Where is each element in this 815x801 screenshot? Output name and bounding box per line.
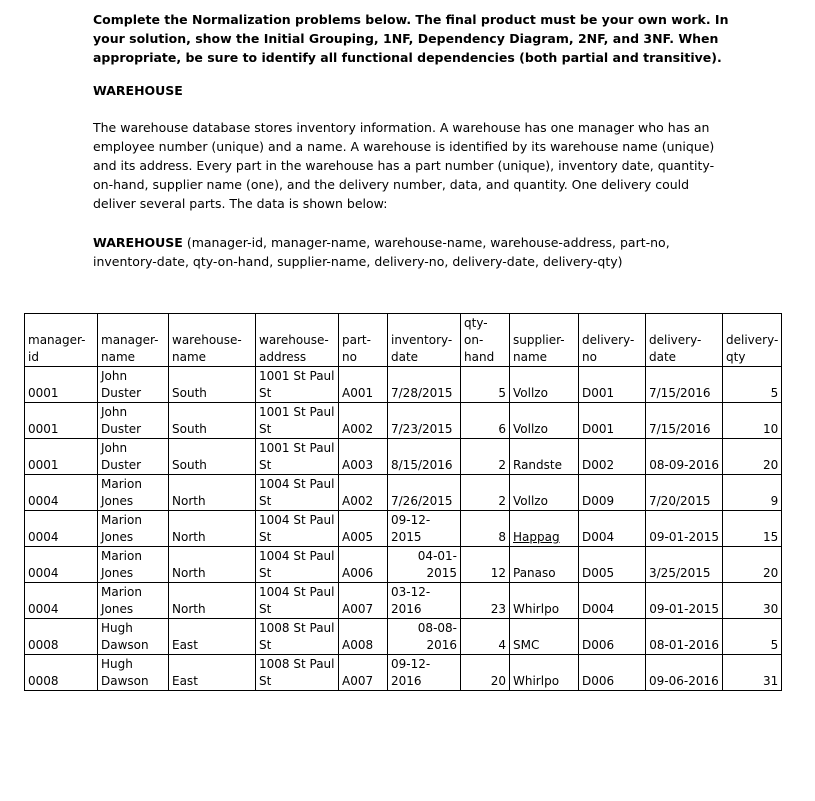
cell-warehouse-name: South xyxy=(169,367,256,403)
cell-delivery-date: 08-01-2016 xyxy=(646,619,723,655)
header-part-no: part-no xyxy=(339,314,388,367)
header-warehouse-address: warehouse-address xyxy=(256,314,339,367)
cell-warehouse-name: South xyxy=(169,403,256,439)
table-row xyxy=(25,439,782,475)
cell-delivery-no: D005 xyxy=(579,547,646,583)
cell-delivery-qty: 30 xyxy=(723,583,782,619)
table-row xyxy=(25,583,782,619)
cell-qty-on-hand: 2 xyxy=(461,475,510,511)
cell-delivery-date: 7/15/2016 xyxy=(646,403,723,439)
cell-delivery-date: 7/15/2016 xyxy=(646,367,723,403)
cell-delivery-date: 09-01-2015 xyxy=(646,583,723,619)
schema-name: WAREHOUSE xyxy=(93,235,183,250)
cell-warehouse-address: 1001 St Paul St xyxy=(256,367,339,403)
cell-part-no: A001 xyxy=(339,367,388,403)
cell-manager-name: Marion Jones xyxy=(98,475,169,511)
cell-delivery-qty: 31 xyxy=(723,655,782,691)
header-warehouse-name: warehouse-name xyxy=(169,314,256,367)
cell-manager-id: 0001 xyxy=(25,367,98,403)
cell-manager-id: 0004 xyxy=(25,583,98,619)
cell-qty-on-hand: 8 xyxy=(461,511,510,547)
cell-inventory-date: 03-12-2016 xyxy=(388,583,461,619)
cell-supplier-name: Randste xyxy=(510,439,579,475)
cell-supplier-name: Happag xyxy=(510,511,579,547)
table-row xyxy=(25,511,782,547)
section-heading: WAREHOUSE xyxy=(93,83,183,98)
cell-part-no: A002 xyxy=(339,403,388,439)
cell-warehouse-address: 1008 St Paul St xyxy=(256,655,339,691)
cell-warehouse-name: South xyxy=(169,439,256,475)
cell-delivery-no: D002 xyxy=(579,439,646,475)
header-delivery-qty: delivery-qty xyxy=(723,314,782,367)
cell-supplier-name: Vollzo xyxy=(510,403,579,439)
cell-manager-name: Marion Jones xyxy=(98,583,169,619)
schema-attributes: (manager-id, manager-name, warehouse-name, warehouse-address, part-no, inventory-date, qty-on-hand, supplier-name, delivery-no, delivery-date, delivery-qty) xyxy=(93,235,670,269)
header-inventory-date: inventory-date xyxy=(388,314,461,367)
cell-supplier-name: Whirlpo xyxy=(510,583,579,619)
cell-inventory-date: 8/15/2016 xyxy=(388,439,461,475)
cell-inventory-date: 09-12-2015 xyxy=(388,511,461,547)
table-header-row xyxy=(25,314,782,367)
cell-delivery-qty: 20 xyxy=(723,547,782,583)
table-row xyxy=(25,403,782,439)
cell-delivery-no: D004 xyxy=(579,511,646,547)
cell-inventory-date: 08-08-2016 xyxy=(388,619,461,655)
cell-delivery-no: D001 xyxy=(579,367,646,403)
cell-warehouse-name: North xyxy=(169,583,256,619)
cell-qty-on-hand: 20 xyxy=(461,655,510,691)
table-row xyxy=(25,619,782,655)
cell-warehouse-address: 1004 St Paul St xyxy=(256,547,339,583)
description-text: The warehouse database stores inventory information. A warehouse has one manager who has an employee number (unique) and a name. A warehouse is identified by its warehouse name (unique) and its address. Every part in the warehouse has a part number (unique), inventory date, quantity-on-hand, supplier name (one), and the delivery number, data, and quantity. One delivery could deliver several parts. The data is shown below: xyxy=(93,120,715,211)
warehouse-data-table xyxy=(24,313,782,691)
cell-manager-name: John Duster xyxy=(98,367,169,403)
cell-delivery-no: D004 xyxy=(579,583,646,619)
cell-delivery-date: 08-09-2016 xyxy=(646,439,723,475)
cell-delivery-qty: 10 xyxy=(723,403,782,439)
cell-manager-name: John Duster xyxy=(98,439,169,475)
cell-manager-id: 0004 xyxy=(25,475,98,511)
instructions-text: Complete the Normalization problems below. The final product must be your own work. In your solution, show the Initial Grouping, 1NF, Dependency Diagram, 2NF, and 3NF. When appropriate, be sure to identify all functional dependencies (both partial and transitive). xyxy=(93,12,729,65)
cell-delivery-date: 7/20/2015 xyxy=(646,475,723,511)
cell-part-no: A003 xyxy=(339,439,388,475)
cell-warehouse-address: 1004 St Paul St xyxy=(256,475,339,511)
cell-delivery-qty: 5 xyxy=(723,619,782,655)
cell-inventory-date: 09-12-2016 xyxy=(388,655,461,691)
header-manager-id: manager-id xyxy=(25,314,98,367)
cell-warehouse-name: East xyxy=(169,655,256,691)
cell-delivery-qty: 15 xyxy=(723,511,782,547)
cell-delivery-qty: 9 xyxy=(723,475,782,511)
cell-qty-on-hand: 4 xyxy=(461,619,510,655)
table-row xyxy=(25,655,782,691)
cell-warehouse-name: East xyxy=(169,619,256,655)
cell-warehouse-address: 1001 St Paul St xyxy=(256,439,339,475)
cell-manager-name: Hugh Dawson xyxy=(98,655,169,691)
cell-delivery-no: D009 xyxy=(579,475,646,511)
cell-supplier-name: Vollzo xyxy=(510,475,579,511)
cell-warehouse-name: North xyxy=(169,475,256,511)
cell-warehouse-address: 1004 St Paul St xyxy=(256,583,339,619)
cell-delivery-date: 09-06-2016 xyxy=(646,655,723,691)
header-manager-name: manager-name xyxy=(98,314,169,367)
cell-inventory-date: 7/26/2015 xyxy=(388,475,461,511)
cell-manager-id: 0008 xyxy=(25,619,98,655)
cell-manager-name: Marion Jones xyxy=(98,511,169,547)
header-delivery-date: delivery-date xyxy=(646,314,723,367)
cell-delivery-date: 3/25/2015 xyxy=(646,547,723,583)
cell-inventory-date: 04-01-2015 xyxy=(388,547,461,583)
cell-supplier-name: Vollzo xyxy=(510,367,579,403)
cell-delivery-date: 09-01-2015 xyxy=(646,511,723,547)
cell-warehouse-name: North xyxy=(169,547,256,583)
cell-qty-on-hand: 12 xyxy=(461,547,510,583)
cell-warehouse-address: 1008 St Paul St xyxy=(256,619,339,655)
cell-part-no: A008 xyxy=(339,619,388,655)
cell-warehouse-name: North xyxy=(169,511,256,547)
cell-manager-id: 0001 xyxy=(25,439,98,475)
cell-warehouse-address: 1004 St Paul St xyxy=(256,511,339,547)
cell-supplier-name: Whirlpo xyxy=(510,655,579,691)
schema-definition xyxy=(93,233,733,271)
cell-delivery-no: D006 xyxy=(579,655,646,691)
table-row xyxy=(25,475,782,511)
table-row xyxy=(25,547,782,583)
cell-manager-id: 0004 xyxy=(25,511,98,547)
header-delivery-no: delivery-no xyxy=(579,314,646,367)
cell-qty-on-hand: 6 xyxy=(461,403,510,439)
cell-delivery-qty: 20 xyxy=(723,439,782,475)
table-row xyxy=(25,367,782,403)
cell-manager-name: John Duster xyxy=(98,403,169,439)
cell-part-no: A007 xyxy=(339,583,388,619)
header-qty-on-hand: qty-on-hand xyxy=(461,314,510,367)
cell-inventory-date: 7/28/2015 xyxy=(388,367,461,403)
cell-manager-name: Marion Jones xyxy=(98,547,169,583)
cell-supplier-name: Panaso xyxy=(510,547,579,583)
cell-part-no: A002 xyxy=(339,475,388,511)
cell-inventory-date: 7/23/2015 xyxy=(388,403,461,439)
cell-warehouse-address: 1001 St Paul St xyxy=(256,403,339,439)
header-supplier-name: supplier-name xyxy=(510,314,579,367)
cell-delivery-no: D001 xyxy=(579,403,646,439)
cell-part-no: A007 xyxy=(339,655,388,691)
cell-manager-id: 0008 xyxy=(25,655,98,691)
cell-delivery-no: D006 xyxy=(579,619,646,655)
cell-part-no: A005 xyxy=(339,511,388,547)
cell-qty-on-hand: 5 xyxy=(461,367,510,403)
cell-qty-on-hand: 2 xyxy=(461,439,510,475)
cell-supplier-name: SMC xyxy=(510,619,579,655)
cell-qty-on-hand: 23 xyxy=(461,583,510,619)
cell-manager-id: 0001 xyxy=(25,403,98,439)
cell-manager-name: Hugh Dawson xyxy=(98,619,169,655)
cell-part-no: A006 xyxy=(339,547,388,583)
cell-manager-id: 0004 xyxy=(25,547,98,583)
cell-delivery-qty: 5 xyxy=(723,367,782,403)
